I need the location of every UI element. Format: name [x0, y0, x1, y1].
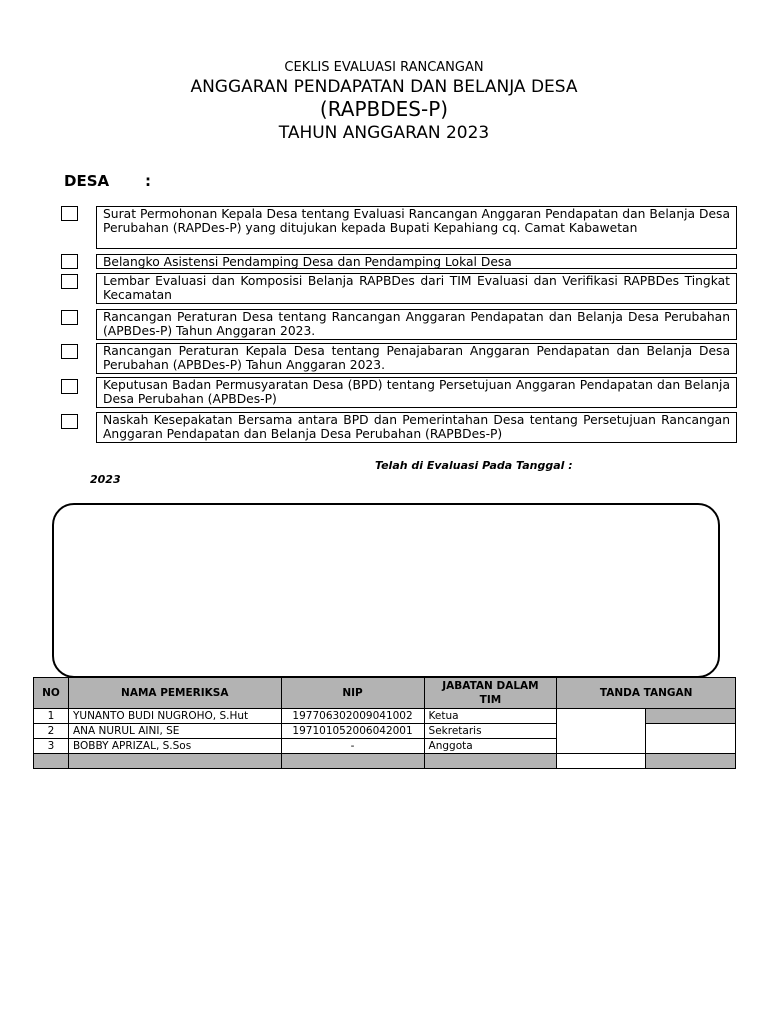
form-subtitle: CEKLIS EVALUASI RANCANGAN	[284, 60, 484, 75]
table-footer-row	[34, 754, 736, 769]
row-nip: 197706302009041002	[281, 709, 424, 724]
notes-box[interactable]	[52, 503, 720, 678]
checklist-item-5: Rancangan Peraturan Kepala Desa tentang Penajabaran Anggaran Pendapatan dan Belanja Desa Perubahan (APBDes-P) Tahun Anggaran 2023.	[96, 343, 737, 374]
checklist-checkbox-2[interactable]	[61, 254, 78, 269]
row-nama: ANA NURUL AINI, SE	[68, 724, 281, 739]
footer-cell	[281, 754, 424, 769]
header-jabatan-line2: TIM	[479, 694, 502, 706]
row-nama: BOBBY APRIZAL, S.Sos	[68, 739, 281, 754]
footer-cell	[646, 754, 736, 769]
desa-colon: :	[145, 172, 151, 190]
row-nip: -	[281, 739, 424, 754]
row-no: 3	[34, 739, 69, 754]
header-no: NO	[34, 678, 69, 709]
header-jabatan	[424, 678, 557, 709]
checklist-item-3: Lembar Evaluasi dan Komposisi Belanja RAPBDes dari TIM Evaluasi dan Verifikasi RAPBDes Tingkat Kecamatan	[96, 273, 737, 304]
checklist-checkbox-6[interactable]	[61, 379, 78, 394]
form-title: ANGGARAN PENDAPATAN DAN BELANJA DESA	[190, 77, 578, 97]
checklist-item-1: Surat Permohonan Kepala Desa tentang Evaluasi Rancangan Anggaran Pendapatan dan Belanja Desa Perubahan (RAPDes-P) yang ditujukan kepada Bupati Kepahiang cq. Camat Kabawetan	[96, 206, 737, 249]
row-no: 1	[34, 709, 69, 724]
header-nama: NAMA PEMERIKSA	[68, 678, 281, 709]
checklist-item-4: Rancangan Peraturan Desa tentang Rancangan Anggaran Pendapatan dan Belanja Desa Perubahan (APBDes-P) Tahun Anggaran 2023.	[96, 309, 737, 340]
row-jabatan: Sekretaris	[424, 724, 557, 739]
examiner-table	[33, 677, 736, 769]
checklist-checkbox-4[interactable]	[61, 310, 78, 325]
table-header-row	[34, 678, 736, 709]
checklist-item-7: Naskah Kesepakatan Bersama antara BPD dan Pemerintahan Desa tentang Persetujuan Rancangan Anggaran Pendapatan dan Belanja Desa Perubahan (RAPBDes-P)	[96, 412, 737, 443]
row-no: 2	[34, 724, 69, 739]
row-jabatan: Ketua	[424, 709, 557, 724]
footer-cell	[68, 754, 281, 769]
evaluation-date-label: Telah di Evaluasi Pada Tanggal :	[375, 459, 573, 472]
footer-cell	[424, 754, 557, 769]
checklist-item-6: Keputusan Badan Permusyaratan Desa (BPD) tentang Persetujuan Anggaran Pendapatan dan Belanja Desa Perubahan (APBDes-P)	[96, 377, 737, 408]
footer-cell	[557, 754, 646, 769]
header-nip: NIP	[281, 678, 424, 709]
table-row	[34, 709, 736, 724]
header-tanda-tangan: TANDA TANGAN	[557, 678, 736, 709]
signature-cell-blank-1	[646, 709, 736, 724]
checklist-checkbox-7[interactable]	[61, 414, 78, 429]
evaluation-year: 2023	[90, 473, 121, 486]
checklist-checkbox-1[interactable]	[61, 206, 78, 221]
row-nama: YUNANTO BUDI NUGROHO, S.Hut	[68, 709, 281, 724]
desa-label: DESA	[64, 172, 110, 190]
form-acronym: (RAPBDES-P)	[319, 97, 449, 121]
signature-cell-1[interactable]	[557, 709, 646, 754]
form-year-title: TAHUN ANGGARAN 2023	[278, 123, 490, 143]
header-jabatan-line1: JABATAN DALAM	[442, 680, 539, 692]
signature-cell-2[interactable]	[646, 724, 736, 754]
checklist-item-2: Belangko Asistensi Pendamping Desa dan Pendamping Lokal Desa	[96, 254, 737, 269]
row-jabatan: Anggota	[424, 739, 557, 754]
footer-cell	[34, 754, 69, 769]
checklist-checkbox-3[interactable]	[61, 274, 78, 289]
checklist-checkbox-5[interactable]	[61, 344, 78, 359]
row-nip: 197101052006042001	[281, 724, 424, 739]
